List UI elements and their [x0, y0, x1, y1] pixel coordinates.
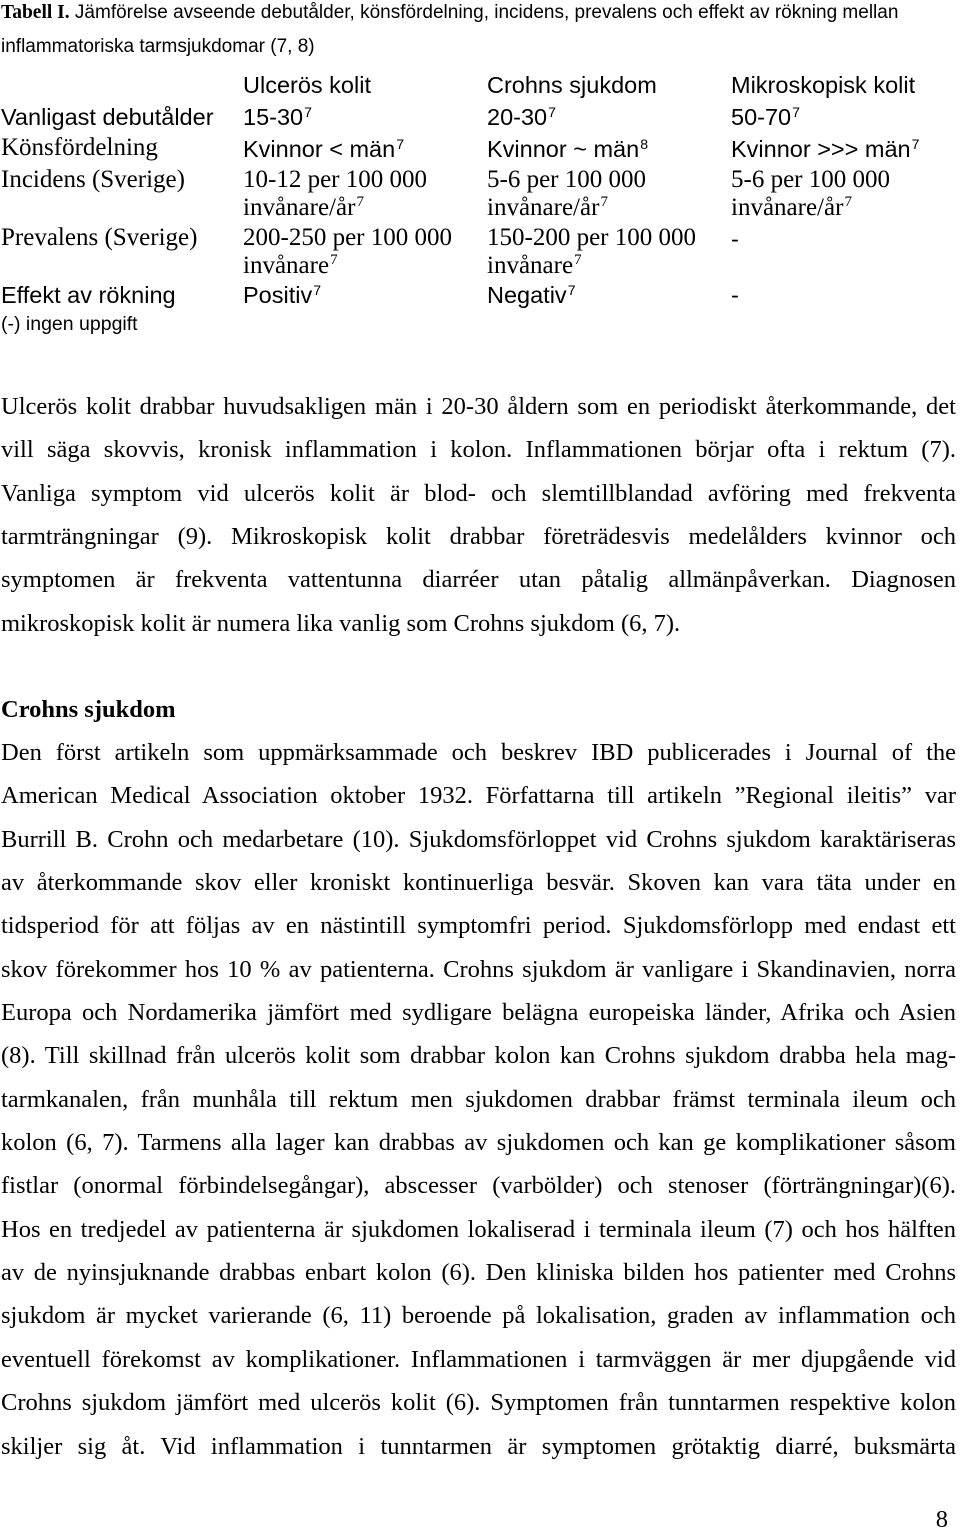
column-header: Ulcerös kolit [243, 72, 371, 98]
row-label: Prevalens (Sverige) [1, 224, 198, 251]
paragraph-line: tarmkanalen, från munhåla till rektum men sjukdomen drabbar främst terminala ileum och [1, 1085, 956, 1113]
caption-line [1, 35, 315, 59]
reference-superscript: 7 [548, 103, 556, 120]
row-label: Incidens (Sverige) [1, 166, 185, 193]
table-cell [243, 280, 321, 310]
table-cell [731, 280, 739, 310]
paragraph-line: Vanliga symptom vid ulcerös kolit är blod- och slemtillblandad avföring med frekventa [1, 479, 956, 507]
paragraph-line: (8). Till skillnad från ulcerös kolit som drabbar kolon kan Crohns sjukdom drabba hela mag- [1, 1042, 956, 1070]
table-row [0, 224, 960, 284]
reference-superscript: 7 [911, 135, 920, 152]
cell-text: Kvinnor >>> män [731, 136, 911, 162]
cell-text: 50-70 [731, 104, 792, 130]
reference-superscript: 7 [304, 103, 312, 120]
reference-superscript: 7 [396, 135, 405, 152]
table-cell [243, 166, 427, 222]
cell-text: invånare/år [731, 194, 844, 221]
paragraph-line: Den först artikeln som uppmärksammade och beskrev IBD publicerades i Journal of the [1, 739, 956, 766]
reference-superscript: 7 [330, 252, 338, 268]
paragraph-line: tidsperiod för att följas av en nästintill symptomfri period. Sjukdomsförlopp med endast ett [1, 912, 956, 940]
cell-text: invånare [243, 252, 330, 279]
reference-superscript: 7 [844, 194, 852, 210]
paragraph-line: kolon (6, 7). Tarmens alla lager kan drabbas av sjukdomen och kan ge komplikationer såsom [1, 1129, 956, 1157]
cell-text: - [731, 282, 739, 308]
paragraph-line: Europa och Nordamerika jämfört med sydligare belägna europeiska länder, Afrika och Asien [1, 999, 956, 1027]
row-label: Könsfördelning [1, 134, 158, 161]
table-cell [731, 102, 800, 132]
reference-superscript: 7 [567, 281, 576, 298]
table-row [0, 166, 960, 226]
table-cell [731, 224, 739, 254]
table-cell [243, 102, 312, 132]
section-heading: Crohns sjukdom [1, 696, 176, 723]
intro-paragraph [1, 385, 956, 645]
table-cell [731, 166, 890, 222]
paragraph-line: Hos en tredjedel av patienterna är sjukdomen lokaliserad i terminala ileum (7) och hos hälften [1, 1215, 956, 1243]
table-row [0, 280, 960, 340]
paragraph-line: sjukdom är mycket varierande (6, 11) beroende på lokalisation, graden av inflammation och [1, 1302, 956, 1330]
paragraph-line: American Medical Association oktober 1932. Författarna till artikeln ”Regional ileitis” var [1, 782, 956, 810]
reference-superscript: 7 [600, 194, 608, 210]
cell-text: 5-6 per 100 000 [731, 166, 890, 193]
paragraph-line: Ulcerös kolit drabbar huvudsakligen män i 20-30 åldern som en periodiskt återkommande, det [1, 393, 956, 420]
table-cell [487, 224, 696, 280]
reference-superscript: 7 [313, 281, 322, 298]
paragraph-line: symptomen är frekventa vattentunna diarréer utan påtalig allmänpåverkan. Diagnosen [1, 566, 956, 594]
table-cell [731, 134, 919, 164]
cell-text: Kvinnor ~ män [487, 136, 640, 162]
cell-text: 20-30 [487, 104, 548, 130]
caption-line [1, 1, 898, 25]
table-cell [487, 134, 648, 164]
paragraph-line: skiljer sig åt. Vid inflammation i tunntarmen är symptomen grötaktig diarré, buksmärta [1, 1432, 956, 1460]
paragraph-line: Crohns sjukdom jämfört med ulcerös kolit (6). Symptomen från tunntarmen respektive kolon [1, 1389, 956, 1417]
cell-text: Positiv [243, 282, 313, 308]
row-label: Vanligast debutålder [1, 104, 214, 130]
table-cell [487, 102, 556, 132]
table-footnote: (-) ingen uppgift [1, 313, 138, 335]
caption-label: Tabell I. [1, 2, 70, 23]
table-cell [243, 134, 404, 164]
cell-text: invånare/år [487, 194, 600, 221]
reference-superscript: 7 [792, 103, 800, 120]
table-cell [243, 224, 452, 280]
paragraph-line: Burrill B. Crohn och medarbetare (10). Sjukdomsförloppet vid Crohns sjukdom karaktäriseras [1, 825, 956, 853]
cell-text: - [731, 226, 739, 252]
paragraph-line: tarmträngningar (9). Mikroskopisk kolit drabbar företrädesvis medelålders kvinnor och [1, 523, 956, 551]
column-header: Crohns sjukdom [487, 72, 657, 98]
table-cell [487, 280, 576, 310]
cell-text: Kvinnor < män [243, 136, 396, 162]
paragraph-line: av de nyinsjuknande drabbas enbart kolon (6). Den kliniska bilden hos patienter med Crohns [1, 1259, 956, 1287]
reference-superscript: 7 [574, 252, 582, 268]
paragraph-line: eventuell förekomst av komplikationer. Inflammationen i tarmväggen är mer djupgående vid [1, 1345, 956, 1373]
section-paragraph [1, 731, 956, 1468]
reference-superscript: 7 [356, 194, 364, 210]
reference-superscript: 8 [640, 135, 649, 152]
paragraph-line: fistlar (onormal förbindelsegångar), abscesser (varbölder) och stenoser (förträngningar)(6). [1, 1172, 956, 1200]
cell-text: invånare [487, 252, 574, 279]
cell-text: 200-250 per 100 000 [243, 224, 452, 251]
cell-text: 15-30 [243, 104, 304, 130]
caption-text: Jämförelse avseende debutålder, könsfördelning, incidens, prevalens och effekt av rökning mellan [74, 2, 899, 23]
paragraph-line: skov förekommer hos 10 % av patienterna. Crohns sjukdom är vanligare i Skandinavien, norra [1, 955, 956, 983]
caption-text: inflammatoriska tarmsjukdomar (7, 8) [1, 36, 315, 57]
cell-text: 5-6 per 100 000 [487, 166, 646, 193]
cell-text: 10-12 per 100 000 [243, 166, 427, 193]
page-number: 8 [935, 1506, 948, 1533]
row-label: Effekt av rökning [1, 282, 176, 308]
paragraph-line: vill säga skovvis, kronisk inflammation i kolon. Inflammationen börjar ofta i rektum (7). [1, 436, 956, 464]
paragraph-line: mikroskopisk kolit är numera lika vanlig som Crohns sjukdom (6, 7). [1, 609, 681, 637]
cell-text: 150-200 per 100 000 [487, 224, 696, 251]
cell-text: invånare/år [243, 194, 356, 221]
paragraph-line: av återkommande skov eller kroniskt kontinuerliga besvär. Skoven kan vara täta under en [1, 869, 956, 897]
table-cell [487, 166, 646, 222]
column-header: Mikroskopisk kolit [731, 72, 916, 98]
cell-text: Negativ [487, 282, 567, 308]
